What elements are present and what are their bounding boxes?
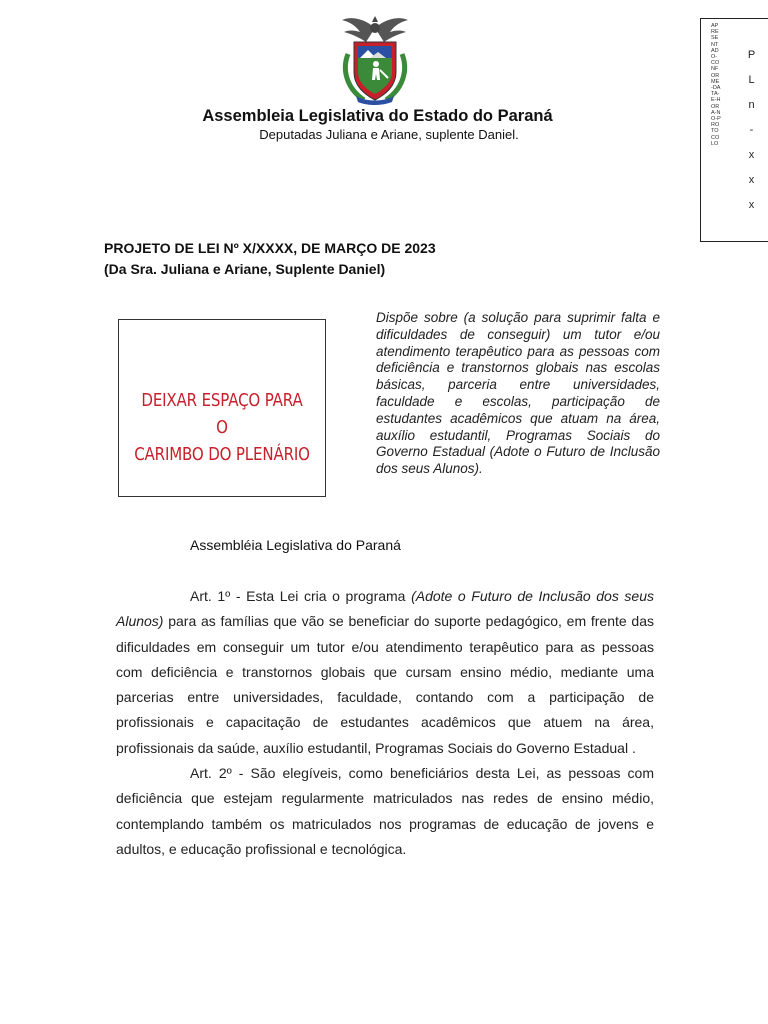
article-1-rest: para as famílias que vão se beneficiar do suporte pedagógico, em frente das dificuldades em conseguir um tutor e/ou atendimento terapêutico para as pessoas com deficiência e transtornos globais que cursam ensino médio, mediante uma parcerias entre universidades, faculdade, contando com a participação de profissionais e capacitação de estudantes acadêmicos que atuem na área, profissionais da saúde, auxílio estudantil, Programas Sociais do Governo Estadual . xyxy=(116,613,654,756)
stamp-line-1: DEIXAR ESPAÇO PARA O xyxy=(141,391,303,438)
article-1-lead: Art. 1º - Esta Lei cria o programa xyxy=(190,588,412,604)
bill-body xyxy=(116,584,654,862)
plenary-stamp-placeholder xyxy=(118,319,326,497)
program-name: (Adote o Futuro de Inclusão dos seus Alunos) xyxy=(116,588,654,630)
protocol-small-text: APRESENTADO-CONFORME-DATA-E-HORA-NO-PROTOCOLO xyxy=(711,23,721,147)
coat-of-arms-logo xyxy=(336,14,414,106)
bill-authors: (Da Sra. Juliana e Ariane, Suplente Daniel) xyxy=(104,261,386,277)
article-1 xyxy=(116,584,654,761)
page-subtitle: Deputadas Juliana e Ariane, suplente Daniel. xyxy=(259,127,519,142)
bill-summary: Dispõe sobre (a solução para suprimir falta e dificuldades de conseguir) um tutor e/ou atendimento terapêutico para as pessoas com deficiência e transtornos globais nas escolas básicas, parceria entre universidades, faculdade e escolas, participação de estudantes acadêmicos que atuam na área, auxílio estudantil, Programas Sociais do Governo Estadual (Adote o Futuro de Inclusão dos seus Alunos). xyxy=(376,310,660,477)
article-2: Art. 2º - São elegíveis, como beneficiários desta Lei, as pessoas com deficiência que estejam regularmente matriculados nas redes de ensino médio, contemplando também os matriculados nos programas de educação de jovens e adultos, e educação profissional e tecnológica. xyxy=(116,765,654,857)
page-title: Assembleia Legislativa do Estado do Paraná xyxy=(202,107,553,125)
protocol-stamp xyxy=(700,18,768,242)
protocol-letters: P L n - x x x xyxy=(747,49,757,211)
stamp-placeholder-text xyxy=(133,388,310,469)
bill-number: PROJETO DE LEI Nº X/XXXX, DE MARÇO DE 2023 xyxy=(104,240,436,256)
assembly-heading: Assembléia Legislativa do Paraná xyxy=(190,537,401,553)
stamp-line-2: CARIMBO DO PLENÁRIO xyxy=(134,445,310,465)
